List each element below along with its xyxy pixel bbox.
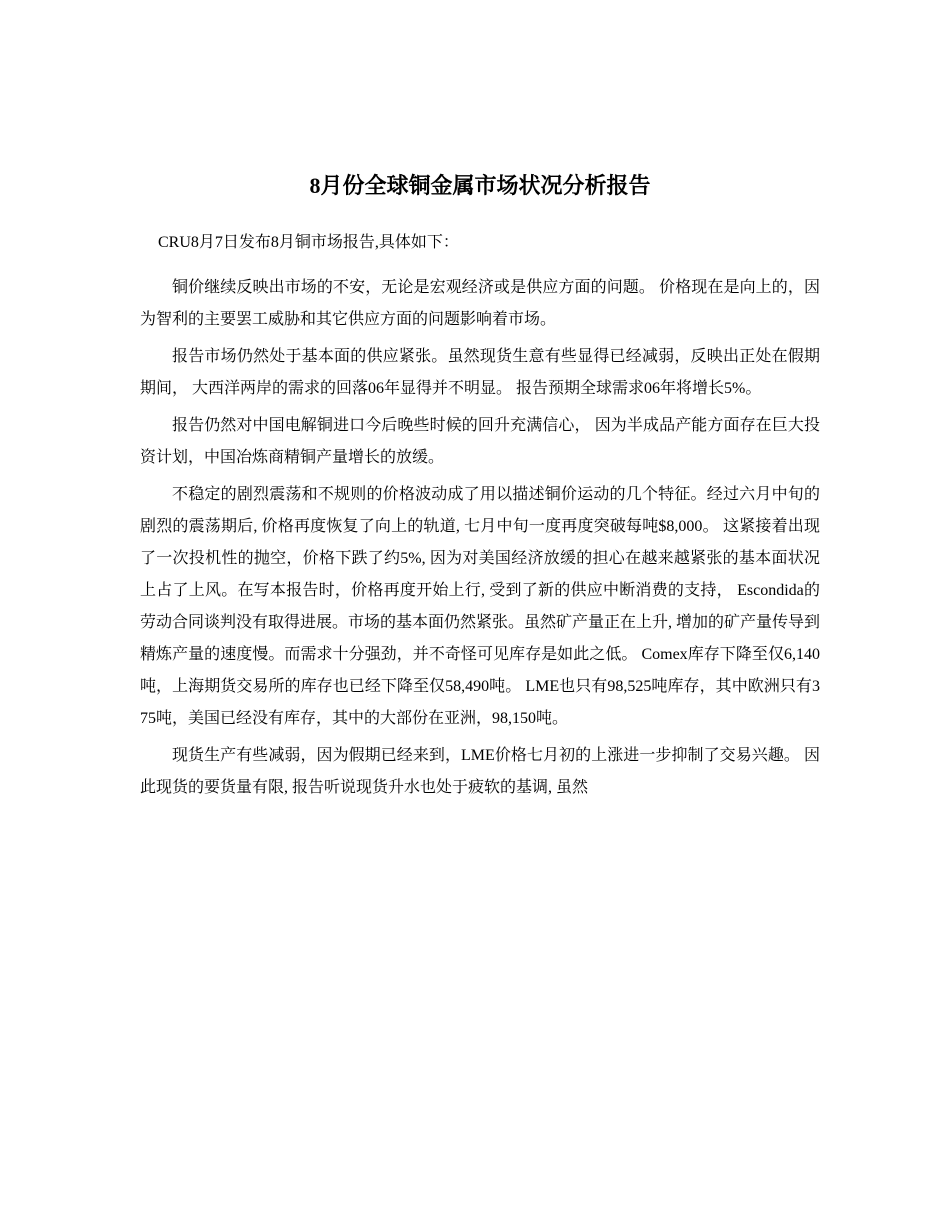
intro-line: CRU8月7日发布8月铜市场报告,具体如下： [158, 234, 459, 251]
paragraph-1: 铜价继续反映出市场的不安，无论是宏观经济或是供应方面的问题。 价格现在是向上的，因为智利的主要罢工威胁和其它供应方面的问题影响着市场。 [140, 279, 820, 328]
document-body [140, 272, 820, 809]
paragraph-4: 不稳定的剧烈震荡和不规则的价格波动成了用以描述铜价运动的几个特征。经过六月中旬的剧烈的震荡期后, 价格再度恢复了向上的轨道, 七月中旬一度再度突破每吨$8,000。 这紧接着出现了一次投机性的抛空，价格下跌了约5%, 因为对美国经济放缓的担心在越来越紧张的基本面状况上占了上风。在写本报告时，价格再度开始上行, 受到了新的供应中断消费的支持， Escondida的劳动合同谈判没有取得进展。市场的基本面仍然紧张。虽然矿产量正在上升, 增加的矿产量传导到精炼产量的速度慢。而需求十分强劲，并不奇怪可见库存是如此之低。 Comex库存下降至仅6,140吨，上海期货交易所的库存也已经下降至仅58,490吨。 LME也只有98,525吨库存，其中欧洲只有375吨，美国已经没有库存，其中的大部份在亚洲，98,150吨。 [140, 486, 821, 727]
paragraph-2: 报告市场仍然处于基本面的供应紧张。虽然现货生意有些显得已经减弱，反映出正处在假期期间， 大西洋两岸的需求的回落06年显得并不明显。 报告预期全球需求06年将增长5%。 [140, 348, 820, 397]
paragraph-3: 报告仍然对中国电解铜进口今后晚些时候的回升充满信心， 因为半成品产能方面存在巨大投资计划，中国冶炼商精铜产量增长的放缓。 [140, 417, 820, 466]
document-page [140, 0, 820, 1230]
document-title: 8月份全球铜金属市场状况分析报告 [309, 173, 651, 198]
paragraph-5: 现货生产有些减弱，因为假期已经来到，LME价格七月初的上涨进一步抑制了交易兴趣。 因此现货的要货量有限, 报告听说现货升水也处于疲软的基调, 虽然 [140, 747, 820, 796]
